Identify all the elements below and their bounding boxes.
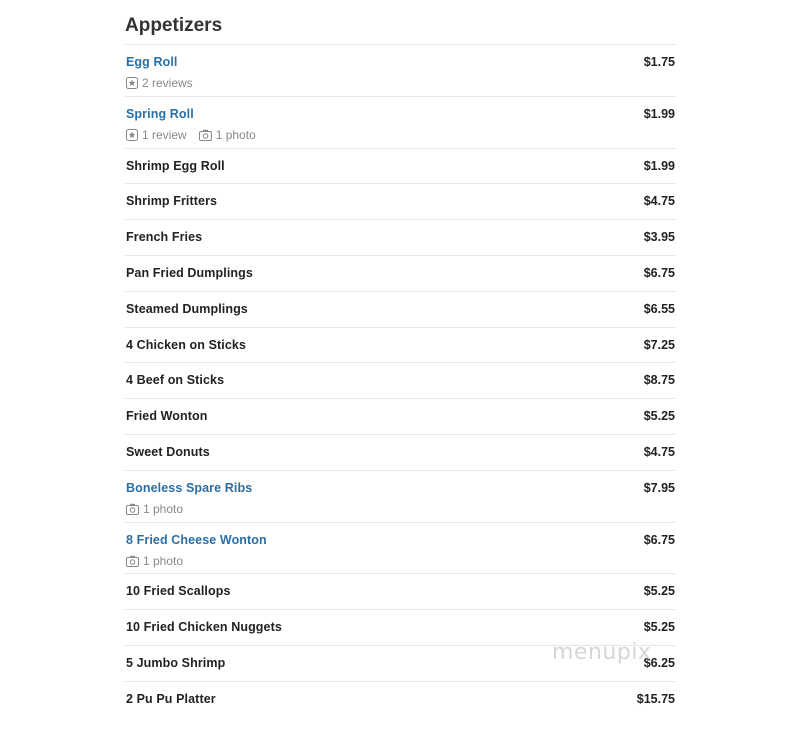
menu-item-name[interactable]: Boneless Spare Ribs bbox=[126, 480, 253, 495]
menu-item bbox=[125, 220, 676, 256]
menu-item-price: $6.25 bbox=[643, 655, 675, 670]
menu-item-price: $5.25 bbox=[643, 409, 675, 424]
review-star-icon bbox=[126, 77, 138, 89]
menu-item bbox=[125, 292, 676, 328]
menu-item bbox=[125, 97, 676, 149]
menu-item bbox=[125, 328, 676, 364]
menu-item-meta bbox=[126, 128, 268, 142]
menu-item-name: Fried Wonton bbox=[126, 409, 208, 424]
menu-item-name: 2 Pu Pu Platter bbox=[126, 691, 216, 706]
section-title: Appetizers bbox=[125, 0, 676, 45]
menu-item-price: $1.99 bbox=[643, 158, 675, 173]
camera-icon bbox=[126, 555, 139, 567]
reviews-link[interactable] bbox=[126, 76, 193, 90]
menu-item-price: $8.75 bbox=[643, 373, 675, 388]
menu-item-name: Sweet Donuts bbox=[126, 444, 210, 459]
menu-item-name: 4 Chicken on Sticks bbox=[126, 337, 246, 352]
reviews-count: 2 reviews bbox=[142, 76, 193, 90]
photos-link[interactable] bbox=[126, 502, 183, 516]
menu-item-meta bbox=[126, 502, 195, 516]
menu-item-price: $6.55 bbox=[643, 301, 675, 316]
menu-item-meta bbox=[126, 554, 195, 568]
photos-count: 1 photo bbox=[143, 553, 184, 568]
photos-count: 1 photo bbox=[143, 501, 184, 516]
photos-link[interactable] bbox=[199, 128, 256, 142]
menu-item-name: French Fries bbox=[126, 230, 203, 245]
menu-item bbox=[125, 256, 676, 292]
menu-item-price: $3.95 bbox=[643, 230, 675, 245]
menu-item-name: Steamed Dumplings bbox=[126, 301, 248, 316]
menu-item-price: $4.75 bbox=[643, 444, 675, 459]
menu-item-meta bbox=[126, 76, 205, 90]
menu-item-name: 5 Jumbo Shrimp bbox=[126, 655, 226, 670]
camera-icon bbox=[199, 129, 212, 141]
menu-item bbox=[125, 399, 676, 435]
menu-item-name: 4 Beef on Sticks bbox=[126, 373, 225, 388]
menu-section bbox=[125, 0, 676, 718]
menu-item-price: $4.75 bbox=[643, 194, 675, 209]
menu-item bbox=[125, 149, 676, 185]
menu-item-name[interactable]: Spring Roll bbox=[126, 106, 194, 121]
menu-item-name[interactable]: 8 Fried Cheese Wonton bbox=[126, 532, 267, 547]
menu-item-price: $6.75 bbox=[643, 265, 675, 280]
menu-item-price: $1.75 bbox=[643, 55, 675, 69]
menu-item-price: $15.75 bbox=[636, 691, 675, 706]
menu-item-price: $5.25 bbox=[643, 620, 675, 635]
menu-item bbox=[125, 471, 676, 523]
menu-item-name[interactable]: Egg Roll bbox=[126, 55, 178, 69]
photos-count: 1 photo bbox=[215, 127, 256, 142]
menu-item bbox=[125, 682, 676, 718]
menu-item bbox=[125, 184, 676, 220]
menu-item-name: 10 Fried Scallops bbox=[126, 584, 231, 599]
menu-item-price: $7.95 bbox=[643, 480, 675, 495]
menu-item-name: Pan Fried Dumplings bbox=[126, 265, 253, 280]
menu-item-name: Shrimp Egg Roll bbox=[126, 158, 225, 173]
watermark-logo: menupix bbox=[552, 640, 652, 665]
reviews-count: 1 review bbox=[142, 127, 187, 142]
menu-item-price: $7.25 bbox=[643, 337, 675, 352]
menu-item-name: 10 Fried Chicken Nuggets bbox=[126, 620, 282, 635]
menu-item bbox=[125, 523, 676, 575]
photos-link[interactable] bbox=[126, 554, 183, 568]
menu-item-price: $5.25 bbox=[643, 584, 675, 599]
menu-item bbox=[125, 574, 676, 610]
menu-item-price: $1.99 bbox=[643, 106, 675, 121]
menu-item bbox=[125, 363, 676, 399]
menu-item-name: Shrimp Fritters bbox=[126, 194, 218, 209]
camera-icon bbox=[126, 503, 139, 515]
review-star-icon bbox=[126, 129, 138, 141]
reviews-link[interactable] bbox=[126, 128, 187, 142]
menu-item bbox=[125, 435, 676, 471]
menu-item-price: $6.75 bbox=[643, 532, 675, 547]
menu-item bbox=[125, 45, 676, 97]
